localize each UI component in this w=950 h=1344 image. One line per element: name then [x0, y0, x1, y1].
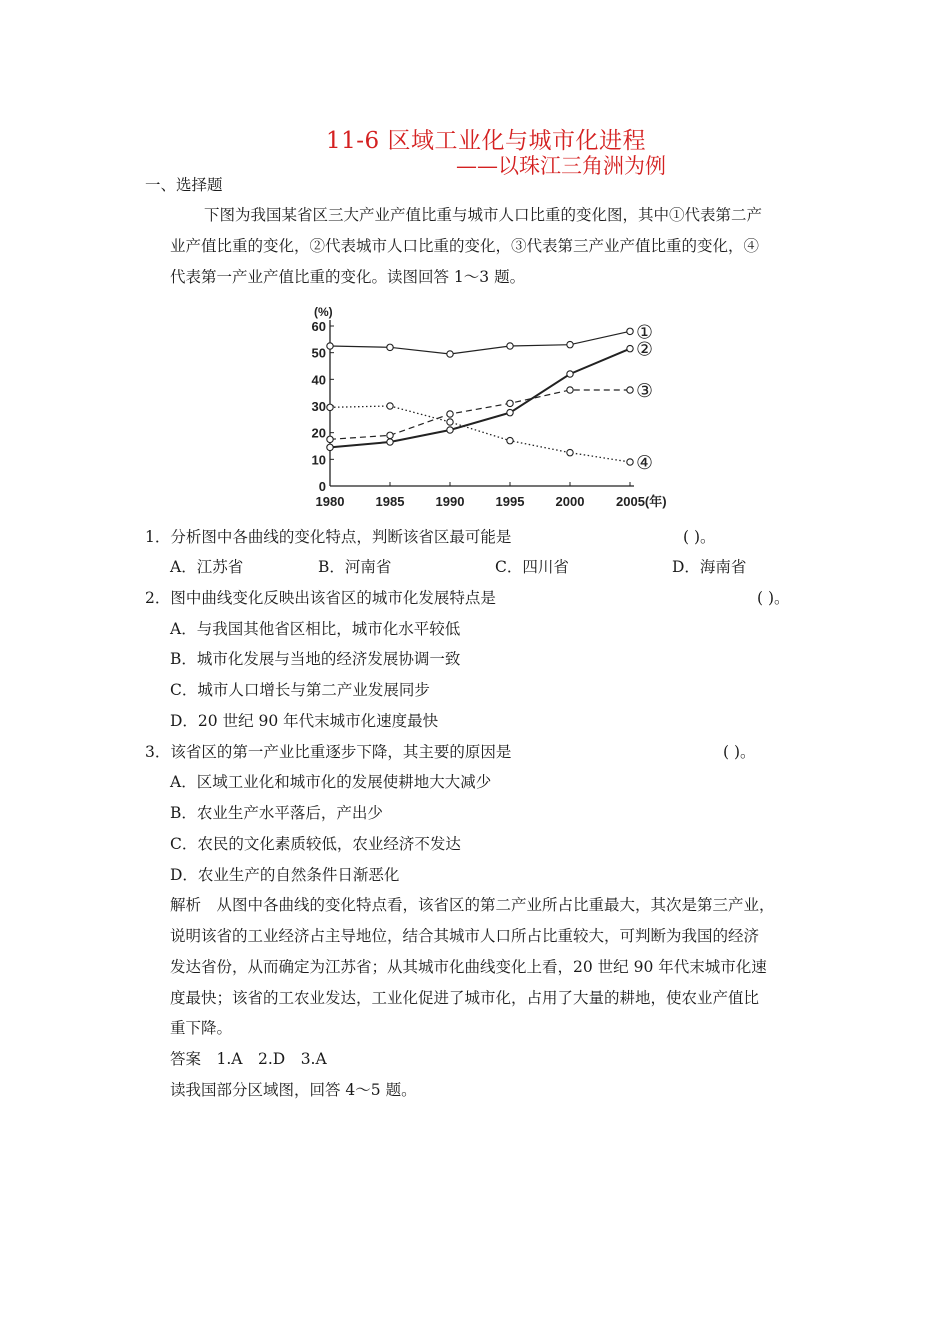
question-2-option-b: B．城市化发展与当地的经济发展协调一致 — [170, 650, 461, 668]
question-1-bracket: ( )。 — [683, 528, 716, 546]
series-label-2: ② — [636, 339, 654, 361]
question-1-stem: 1．分析图中各曲线的变化特点，判断该省区最可能是 — [145, 528, 512, 546]
series-point-1 — [447, 351, 453, 357]
series-point-3 — [507, 400, 513, 406]
analysis-line-1: 解析 从图中各曲线的变化特点看，该省区的第二产业所占比重最大，其次是第三产业， — [170, 896, 775, 914]
series-line-2 — [330, 349, 630, 448]
series-line-4 — [330, 406, 630, 462]
series-label-3: ③ — [636, 381, 654, 402]
answer-line: 答案 1.A 2.D 3.A — [170, 1050, 327, 1068]
y-tick-label: 30 — [311, 399, 326, 414]
series-point-1 — [567, 341, 573, 347]
series-point-2 — [507, 409, 513, 415]
question-1-option-d: D．海南省 — [672, 558, 747, 576]
x-tick-label: 1980 — [315, 494, 345, 509]
analysis-line-5: 重下降。 — [170, 1019, 233, 1037]
question-3-bracket: ( )。 — [723, 743, 756, 761]
series-point-1 — [507, 343, 513, 349]
question-3-stem: 3．该省区的第一产业比重逐步下降，其主要的原因是 — [145, 743, 512, 761]
x-tick-label: 2000 — [555, 494, 585, 509]
question-3-option-d: D．农业生产的自然条件日渐恶化 — [170, 866, 400, 884]
y-tick-label: 10 — [311, 452, 326, 468]
x-tick-label: 1985 — [375, 494, 405, 509]
series-point-2 — [327, 444, 333, 450]
series-point-4 — [567, 449, 573, 455]
series-point-4 — [327, 404, 333, 410]
question-2-stem: 2．图中曲线变化反映出该省区的城市化发展特点是 — [145, 589, 496, 607]
intro-line-1: 下图为我国某省区三大产业产值比重与城市人口比重的变化图，其中①代表第二产 — [204, 206, 763, 224]
question-3-option-a: A．区域工业化和城市化的发展使耕地大大减少 — [170, 773, 492, 791]
y-axis-label: (%) — [314, 305, 333, 319]
intro-line-2: 业产值比重的变化，②代表城市人口比重的变化，③代表第三产业产值比重的变化，④ — [170, 237, 760, 255]
series-line-3 — [330, 390, 630, 439]
line-chart — [300, 300, 670, 520]
series-point-2 — [627, 345, 633, 351]
y-tick-label: 50 — [311, 345, 326, 361]
series-point-3 — [387, 432, 393, 438]
question-2-bracket: ( )。 — [757, 589, 790, 607]
chart-axes — [330, 320, 634, 486]
analysis-line-4: 度最快；该省的工农业发达，工业化促进了城市化，占用了大量的耕地，使农业产值比 — [170, 989, 760, 1007]
series-point-2 — [387, 439, 393, 445]
x-tick-label: 1995 — [495, 494, 525, 509]
series-label-4: ④ — [636, 453, 654, 474]
series-point-1 — [327, 343, 333, 349]
series-point-3 — [567, 387, 573, 393]
page-title: 11-6 区域工业化与城市化进程 — [326, 128, 646, 154]
y-tick-label: 40 — [311, 372, 326, 388]
y-tick-label: 20 — [311, 425, 326, 441]
question-2-option-d: D．20 世纪 90 年代末城市化速度最快 — [170, 712, 439, 730]
x-tick-label: 1990 — [435, 494, 465, 509]
question-1-option-b: B．河南省 — [318, 558, 392, 576]
page-subtitle: ——以珠江三角洲为例 — [456, 154, 666, 178]
x-tick-label: 2005(年) — [616, 494, 667, 509]
series-point-4 — [507, 437, 513, 443]
series-point-3 — [627, 387, 633, 393]
series-line-1 — [330, 331, 630, 354]
question-1-option-a: A．江苏省 — [170, 558, 244, 576]
question-2-option-a: A．与我国其他省区相比，城市化水平较低 — [170, 620, 461, 638]
y-tick-label: 60 — [311, 319, 326, 334]
question-2-option-c: C．城市人口增长与第二产业发展同步 — [170, 681, 430, 699]
chart-series — [327, 328, 633, 465]
series-point-1 — [627, 328, 633, 334]
series-label-1: ① — [636, 322, 654, 344]
series-point-1 — [387, 344, 393, 350]
series-point-2 — [447, 427, 453, 433]
question-1-option-c: C．四川省 — [495, 558, 569, 576]
analysis-line-2: 说明该省的工业经济占主导地位，结合其城市人口所占比重较大，可判断为我国的经济 — [170, 927, 760, 945]
next-prompt: 读我国部分区域图，回答 4～5 题。 — [170, 1081, 417, 1099]
section-heading: 一、选择题 — [145, 176, 223, 194]
series-point-4 — [387, 403, 393, 409]
series-point-3 — [327, 436, 333, 442]
series-point-2 — [567, 371, 573, 377]
analysis-line-3: 发达省份，从而确定为江苏省；从其城市化曲线变化上看，20 世纪 90 年代末城市化速 — [170, 958, 767, 976]
y-tick-label: 0 — [318, 479, 326, 494]
question-3-option-c: C．农民的文化素质较低，农业经济不发达 — [170, 835, 461, 853]
intro-line-3: 代表第一产业产值比重的变化。读图回答 1～3 题。 — [170, 268, 526, 286]
question-3-option-b: B．农业生产水平落后，产出少 — [170, 804, 383, 822]
series-point-3 — [447, 411, 453, 417]
series-point-4 — [447, 419, 453, 425]
series-point-4 — [627, 459, 633, 465]
